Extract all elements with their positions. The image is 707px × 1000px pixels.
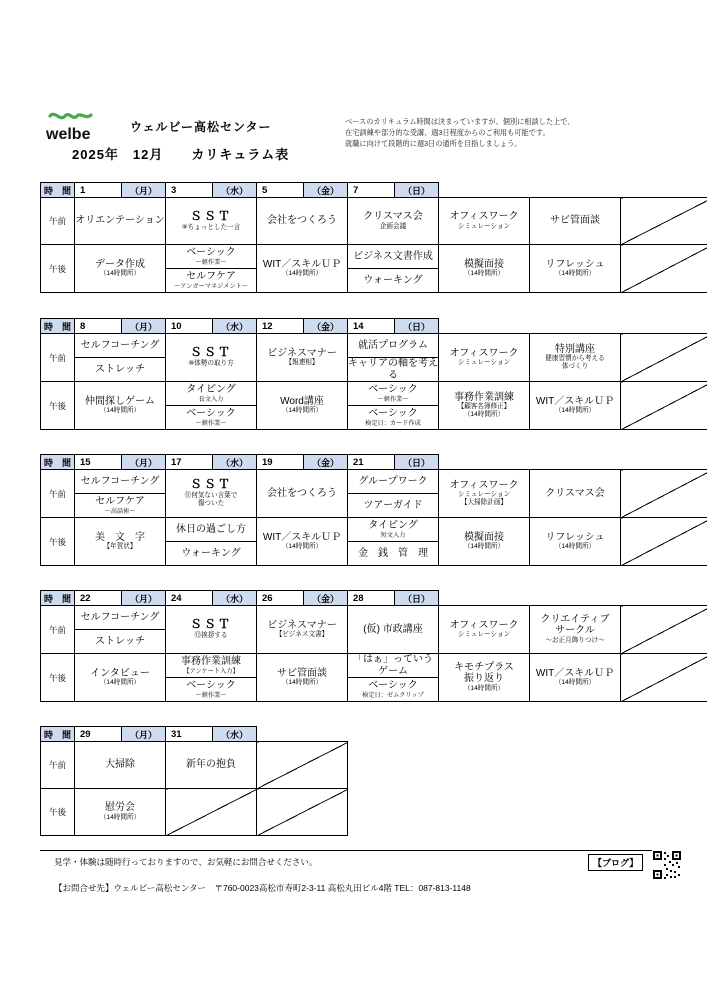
week-header-row: [41, 183, 707, 198]
schedule-cell: [257, 470, 348, 518]
activity-title: WIT／スキルＵＰ: [535, 395, 615, 407]
footer-line-2: 【お問合せ先】ウェルビー高松センター 〒760-0023高松市寿町2-3-11 高松丸田ビル4階 TEL：087-813-1148: [54, 883, 471, 893]
schedule-subcell: [348, 245, 438, 269]
empty-cell: [621, 198, 707, 245]
am-row: [41, 470, 707, 518]
empty-cell: [621, 606, 707, 654]
activity-note: 企画会議: [379, 222, 407, 230]
schedule-cell: [439, 198, 530, 245]
empty-cell: [621, 245, 707, 293]
activity-note: （14時間所）: [99, 679, 141, 687]
qr-code: [652, 850, 682, 880]
activity-title: セルフコーチング: [80, 339, 160, 351]
activity-note: 【報連相】: [285, 359, 319, 367]
activity-note: （14時間所）: [463, 270, 505, 278]
schedule-subcell: [348, 382, 438, 406]
activity-note: シミュレーション: [457, 222, 511, 230]
activity-title: インタビュー: [90, 667, 150, 679]
pm-row: [41, 654, 707, 702]
day-number: 21: [348, 455, 395, 470]
day-of-week: （金）: [304, 591, 348, 606]
day-number: 12: [257, 319, 304, 334]
schedule-cell: [348, 470, 439, 518]
empty-cell: [621, 470, 707, 518]
activity-title: リフレッシュ: [545, 531, 605, 543]
activity-note: ～軽作業～: [195, 691, 227, 699]
activity-note: （14時間所）: [281, 543, 323, 551]
activity-note: 健康習慣から考える 体づくり: [545, 355, 605, 371]
schedule-cell: [439, 470, 530, 518]
schedule-cell: [439, 334, 530, 382]
activity-note: シミュレーション: [457, 359, 511, 367]
activity-title: 休日の過ごし方: [176, 523, 246, 535]
schedule-subcell: [348, 654, 438, 678]
activity-title: 新年の抱負: [186, 759, 236, 771]
day-number: 28: [348, 591, 395, 606]
day-of-week: （日）: [395, 455, 439, 470]
schedule-cell: [439, 654, 530, 702]
schedule-subcell: [166, 678, 256, 701]
page-header: [40, 108, 670, 168]
day-of-week: （日）: [395, 591, 439, 606]
activity-note: （14時間所）: [463, 684, 505, 692]
week-header-row: [41, 727, 707, 742]
activity-title: サビ管面談: [550, 215, 600, 227]
schedule-subcell: [348, 406, 438, 429]
activity-title: ベーシック: [186, 247, 236, 259]
activity-title: 会社をつくろう: [267, 487, 337, 499]
activity-title: クリスマス会: [363, 211, 423, 223]
activity-note: （14時間所）: [554, 407, 596, 415]
activity-title: ビジネス文書作成: [353, 250, 433, 262]
schedule-cell: [75, 742, 166, 789]
schedule-cell: [530, 470, 621, 518]
empty-cell: [621, 334, 707, 382]
activity-title: グループワーク: [358, 475, 428, 487]
activity-title: クリスマス会: [545, 487, 605, 499]
schedule-subcell: [348, 269, 438, 292]
activity-title: 事務作業訓練: [454, 391, 514, 403]
day-number: 7: [348, 183, 395, 198]
activity-title: ベーシック: [368, 384, 418, 396]
activity-title: サビ管面談: [277, 667, 327, 679]
activity-title: セルフケア: [186, 271, 236, 283]
pm-label: 午後: [41, 789, 75, 836]
activity-title: 就活プログラム: [358, 339, 428, 351]
footer-line-1: 見学・体験は随時行っておりますので、お気軽にお問合せください。: [54, 857, 318, 867]
activity-title: オフィスワーク: [449, 347, 519, 359]
day-number: 8: [75, 319, 122, 334]
activity-title: 金 銭 管 理: [358, 547, 428, 559]
activity-title: 模擬面接: [464, 258, 504, 270]
week-table-5: [40, 726, 707, 836]
day-of-week: （日）: [395, 319, 439, 334]
schedule-cell: [257, 518, 348, 566]
schedule-cell: [439, 606, 530, 654]
schedule-cell: [348, 382, 439, 430]
activity-title: オフィスワーク: [449, 211, 519, 223]
schedule-cell: [530, 654, 621, 702]
activity-note: （14時間所）: [554, 543, 596, 551]
schedule-cell: [348, 654, 439, 702]
schedule-cell: [257, 654, 348, 702]
day-number: 1: [75, 183, 122, 198]
schedule-subcell: [166, 269, 256, 292]
schedule-cell: [75, 245, 166, 293]
schedule-cell: [75, 518, 166, 566]
activity-title: キャリアの軸を考える: [348, 358, 438, 381]
schedule-subcell: [75, 358, 165, 381]
schedule-subcell: [166, 542, 256, 565]
activity-note: （14時間所）: [281, 679, 323, 687]
qr-code-icon: [652, 850, 682, 880]
empty-cell: [166, 789, 257, 836]
activity-note: （14時間所）: [99, 813, 141, 821]
schedule-cell: [166, 334, 257, 382]
schedule-cell: [348, 245, 439, 293]
schedule-cell: [166, 198, 257, 245]
activity-title: (仮) 市政講座: [363, 623, 423, 635]
day-of-week: （月）: [122, 183, 166, 198]
activity-title: 仲間探しゲーム: [85, 395, 155, 407]
schedule-cell: [439, 382, 530, 430]
day-of-week: （月）: [122, 455, 166, 470]
activity-title: 模擬面接: [464, 531, 504, 543]
time-header: 時 間: [41, 727, 75, 742]
schedule-cell: [75, 789, 166, 836]
activity-title: WIT／スキルＵＰ: [262, 531, 342, 543]
activity-title: オリエンテーション: [75, 215, 165, 227]
am-label: 午前: [41, 606, 75, 654]
activity-note: ～軽作業～: [195, 419, 227, 427]
schedule-subcell: [166, 406, 256, 429]
note-line-3: 就職に向けて段階的に週3日の通所を目指しましょう。: [345, 139, 522, 149]
activity-title: 会社をつくろう: [267, 215, 337, 227]
activity-title: 事務作業訓練: [181, 656, 241, 668]
activity-note: （14時間所）: [99, 407, 141, 415]
day-of-week: （金）: [304, 455, 348, 470]
time-header: 時 間: [41, 319, 75, 334]
pm-row: [41, 518, 707, 566]
day-number: 10: [166, 319, 213, 334]
schedule-subcell: [166, 382, 256, 406]
activity-title: クリエイティブ サークル: [540, 613, 610, 637]
activity-title: WIT／スキルＵＰ: [535, 667, 615, 679]
schedule-cell: [166, 606, 257, 654]
activity-note: ～アンガーマネジメント～: [174, 282, 248, 290]
day-of-week: （水）: [213, 183, 257, 198]
schedule-cell: [439, 518, 530, 566]
schedule-cell: [257, 382, 348, 430]
schedule-subcell: [348, 470, 438, 494]
activity-title: ＳＳＴ: [189, 208, 232, 223]
schedule-cell: [348, 518, 439, 566]
time-header: 時 間: [41, 183, 75, 198]
day-of-week: （金）: [304, 319, 348, 334]
schedule-cell: [166, 654, 257, 702]
schedule-subcell: [348, 542, 438, 565]
activity-title: キモチプラス 振り返り: [454, 661, 514, 685]
pm-label: 午後: [41, 245, 75, 293]
activity-note: （14時間所）: [99, 270, 141, 278]
am-label: 午前: [41, 334, 75, 382]
day-of-week: （水）: [213, 591, 257, 606]
am-label: 午前: [41, 470, 75, 518]
schedule-cell: [166, 742, 257, 789]
am-label: 午前: [41, 198, 75, 245]
activity-title: ベーシック: [186, 680, 236, 692]
schedule-cell: [75, 606, 166, 654]
activity-title: ビジネスマナー: [267, 347, 337, 359]
activity-note: （14時間所）: [281, 270, 323, 278]
week-table-2: [40, 318, 707, 430]
activity-title: オフィスワーク: [449, 479, 519, 491]
day-of-week: （水）: [213, 455, 257, 470]
schedule-subcell: [75, 630, 165, 653]
schedule-subcell: [348, 334, 438, 358]
schedule-cell: [257, 245, 348, 293]
schedule-cell: [348, 606, 439, 654]
activity-note: 【アンケート入力】: [183, 667, 239, 675]
empty-cell: [257, 789, 348, 836]
activity-title: ウォーキング: [363, 274, 423, 286]
day-of-week: （月）: [122, 591, 166, 606]
activity-title: タイピング: [186, 384, 236, 396]
schedule-cell: [348, 334, 439, 382]
activity-note: （14時間所）: [463, 543, 505, 551]
day-number: 29: [75, 727, 122, 742]
schedule-cell: [530, 382, 621, 430]
activity-note: ～軽作業～: [377, 395, 409, 403]
note-line-2: 在宅訓練や部分的な受講、週3日程度からのご利用も可能です。: [345, 128, 550, 138]
schedule-cell: [166, 382, 257, 430]
center-name: ウェルビー高松センター: [130, 120, 272, 134]
day-number: 31: [166, 727, 213, 742]
activity-note: シミュレーション 【大掃除計画】: [457, 491, 511, 507]
schedule-cell: [75, 470, 166, 518]
activity-note: ⑫挨拶する: [194, 632, 228, 640]
empty-cell: [621, 382, 707, 430]
schedule-subcell: [348, 678, 438, 701]
day-of-week: （月）: [122, 727, 166, 742]
schedule-cell: [257, 198, 348, 245]
day-number: 22: [75, 591, 122, 606]
time-header: 時 間: [41, 455, 75, 470]
day-of-week: （日）: [395, 183, 439, 198]
activity-title: リフレッシュ: [545, 258, 605, 270]
activity-title: セルフコーチング: [80, 475, 160, 487]
week-table-4: [40, 590, 707, 702]
activity-title: ベーシック: [368, 408, 418, 420]
schedule-cell: [166, 245, 257, 293]
activity-title: ツアーガイド: [363, 499, 423, 511]
schedule-cell: [257, 334, 348, 382]
schedule-cell: [166, 518, 257, 566]
day-number: 19: [257, 455, 304, 470]
week-header-row: [41, 591, 707, 606]
day-number: 5: [257, 183, 304, 198]
activity-title: データ作成: [95, 258, 145, 270]
empty-cell: [257, 742, 348, 789]
activity-title: 大掃除: [105, 759, 135, 771]
schedule-cell: [75, 334, 166, 382]
pm-label: 午後: [41, 518, 75, 566]
day-of-week: （水）: [213, 727, 257, 742]
pm-label: 午後: [41, 654, 75, 702]
am-row: [41, 198, 707, 245]
week-table-1: [40, 182, 707, 293]
activity-note: 検定日：カード作成: [365, 419, 421, 427]
activity-note: 検定日：ゼムクリップ: [362, 691, 424, 699]
day-number: 24: [166, 591, 213, 606]
activity-title: ストレッチ: [95, 363, 145, 375]
activity-title: 慰労会: [105, 802, 135, 814]
schedule-cell: [257, 606, 348, 654]
schedule-subcell: [348, 494, 438, 517]
am-row: [41, 606, 707, 654]
activity-title: ストレッチ: [95, 635, 145, 647]
activity-title: セルフケア: [95, 496, 145, 508]
activity-note: 【年賀状】: [103, 543, 137, 551]
activity-note: ～軽作業～: [195, 258, 227, 266]
activity-note: （14時間所）: [554, 679, 596, 687]
schedule-cell: [530, 606, 621, 654]
schedule-cell: [75, 654, 166, 702]
week-table-3: [40, 454, 707, 566]
schedule-cell: [530, 198, 621, 245]
pm-row: [41, 789, 707, 836]
activity-note: ～お正月飾りつけ～: [545, 636, 605, 644]
day-number: 14: [348, 319, 395, 334]
welbe-logo: [46, 112, 110, 146]
activity-note: （14時間所）: [554, 270, 596, 278]
schedule-subcell: [75, 470, 165, 494]
activity-title: 美 文 字: [95, 531, 145, 543]
pm-label: 午後: [41, 382, 75, 430]
activity-title: ウォーキング: [181, 547, 241, 559]
activity-title: 「はぁ」っていう ゲーム: [353, 654, 433, 677]
schedule-subcell: [348, 358, 438, 381]
activity-note: 長文入力: [198, 395, 224, 403]
activity-title: ベーシック: [368, 680, 418, 692]
pm-row: [41, 245, 707, 293]
am-row: [41, 742, 707, 789]
day-of-week: （月）: [122, 319, 166, 334]
activity-note: ⑪何気ない言葉で 傷ついた: [184, 492, 238, 508]
schedule-cell: [75, 382, 166, 430]
empty-cell: [621, 518, 707, 566]
schedule-subcell: [348, 518, 438, 542]
activity-title: ベーシック: [186, 408, 236, 420]
activity-title: ＳＳＴ: [189, 345, 232, 360]
schedule-cell: [439, 245, 530, 293]
day-number: 26: [257, 591, 304, 606]
activity-title: Word講座: [280, 395, 324, 407]
activity-note: 短文入力: [380, 531, 406, 539]
activity-title: ＳＳＴ: [189, 617, 232, 632]
week-header-row: [41, 319, 707, 334]
day-of-week: （水）: [213, 319, 257, 334]
activity-title: ビジネスマナー: [267, 619, 337, 631]
day-number: 17: [166, 455, 213, 470]
activity-note: ⑩体勢の取り方: [188, 360, 234, 368]
schedule-cell: [348, 198, 439, 245]
schedule-cell: [166, 470, 257, 518]
am-label: 午前: [41, 742, 75, 789]
header-note: [345, 116, 675, 149]
activity-note: 【顧客名簿修正】 （14時間所）: [457, 403, 511, 419]
schedule-subcell: [75, 606, 165, 630]
empty-cell: [621, 654, 707, 702]
time-header: 時 間: [41, 591, 75, 606]
day-of-week: （金）: [304, 183, 348, 198]
day-number: 15: [75, 455, 122, 470]
brand-name: welbe: [46, 126, 91, 143]
activity-title: ＳＳＴ: [189, 477, 232, 492]
am-row: [41, 334, 707, 382]
schedule-cell: [530, 245, 621, 293]
activity-note: ⑨ちょっとした一言: [181, 223, 241, 231]
activity-note: シミュレーション: [457, 631, 511, 639]
activity-note: ～高話術～: [104, 507, 136, 515]
day-number: 3: [166, 183, 213, 198]
activity-title: セルフコーチング: [80, 611, 160, 623]
pm-row: [41, 382, 707, 430]
page-title: 2025年 12月 カリキュラム表: [72, 147, 290, 162]
schedule-subcell: [166, 518, 256, 542]
schedule-cell: [530, 518, 621, 566]
activity-title: WIT／スキルＵＰ: [262, 258, 342, 270]
schedule-subcell: [166, 245, 256, 269]
schedule-subcell: [166, 654, 256, 678]
schedule-cell: [530, 334, 621, 382]
blog-label: 【ブログ】: [588, 854, 643, 871]
schedule-subcell: [75, 494, 165, 517]
activity-note: 【ビジネス文書】: [275, 631, 329, 639]
schedule-subcell: [75, 334, 165, 358]
schedule-cell: [75, 198, 166, 245]
week-header-row: [41, 455, 707, 470]
activity-title: タイピング: [368, 520, 418, 532]
note-line-1: ベースのカリキュラム時間は決まっていますが、個別に相談した上で、: [345, 117, 575, 126]
activity-title: 特別講座: [555, 343, 595, 355]
activity-note: （14時間所）: [281, 407, 323, 415]
activity-title: オフィスワーク: [449, 619, 519, 631]
